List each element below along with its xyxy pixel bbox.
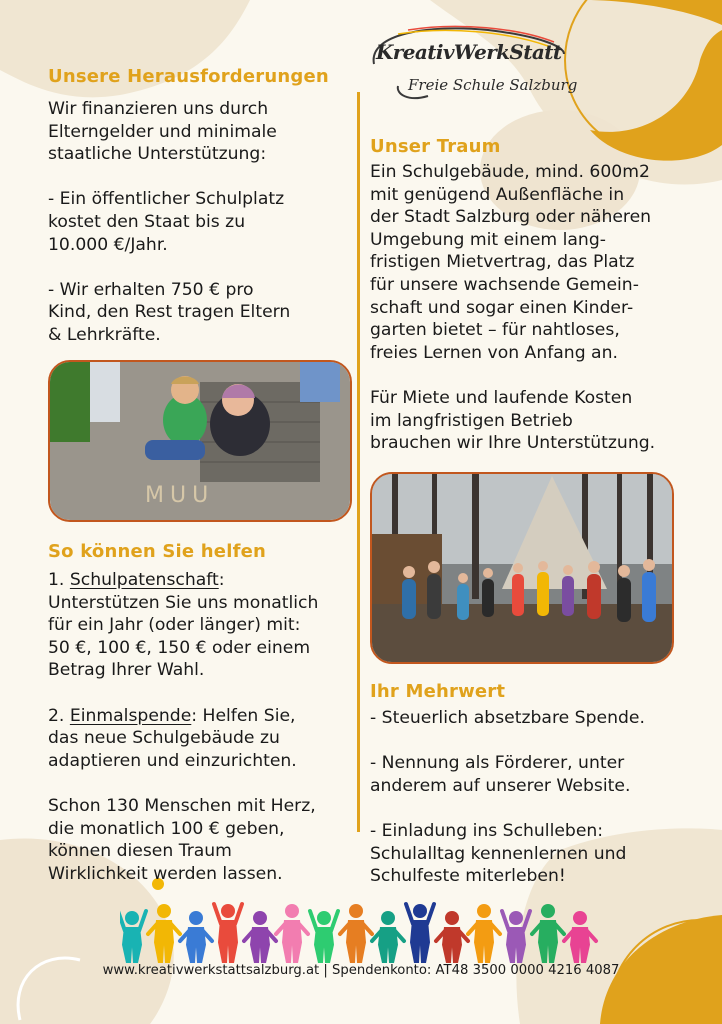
dream-line: der Stadt Salzburg oder näheren xyxy=(370,207,652,228)
logo-swoosh xyxy=(368,24,568,114)
help-item-2-rest: : Helfen Sie, xyxy=(191,705,296,726)
dream-line: schaft und sogar einen Kinder- xyxy=(370,297,634,318)
child-silhouette xyxy=(120,911,146,963)
challenges-line: - Ein öffentlicher Schulplatz xyxy=(48,189,285,210)
heading-help: So können Sie helfen xyxy=(48,541,267,562)
challenges-line: Elterngelder und minimale xyxy=(48,121,277,142)
dream-line: freies Lernen von Anfang an. xyxy=(370,342,618,363)
child-silhouette xyxy=(244,911,276,963)
challenges-line: staatliche Unterstützung: xyxy=(48,144,267,165)
help-line: die monatlich 100 € geben, xyxy=(48,818,285,839)
svg-text:MUU: MUU xyxy=(145,483,215,508)
child-silhouette xyxy=(564,911,596,963)
help-line: können diesen Traum xyxy=(48,841,232,862)
school-logo xyxy=(368,24,578,114)
column-divider xyxy=(357,92,360,832)
help-line: Wirklichkeit werden lassen. xyxy=(48,863,283,884)
help-line: Schon 130 Menschen mit Herz, xyxy=(48,795,316,816)
help-line: Unterstützen Sie uns monatlich xyxy=(48,592,319,613)
dream-line: brauchen wir Ihre Unterstützung. xyxy=(370,433,656,454)
help-item-2-number: 2. xyxy=(48,705,70,726)
challenges-line: 10.000 €/Jahr. xyxy=(48,234,168,255)
challenges-line: Wir finanzieren uns durch xyxy=(48,99,269,119)
help-line: adaptieren und einzurichten. xyxy=(48,750,297,771)
logo-title: KreativWerkStatt xyxy=(376,40,562,64)
dream-line: Ein Schulgebäude, mind. 600m2 xyxy=(370,162,650,182)
child-silhouette xyxy=(148,904,180,963)
photo-children-playing xyxy=(48,360,352,522)
benefit-line: - Einladung ins Schulleben: xyxy=(370,820,604,841)
dream-line: fristigen Mietvertrag, das Platz xyxy=(370,252,635,273)
benefit-line: - Nennung als Förderer, unter xyxy=(370,753,625,774)
child-silhouette xyxy=(214,904,242,963)
benefit-line: - Steuerlich absetzbare Spende. xyxy=(370,708,645,728)
child-silhouette xyxy=(340,904,372,963)
child-silhouette xyxy=(468,904,500,963)
heading-challenges: Unsere Herausforderungen xyxy=(48,66,329,87)
help-line: das neue Schulgebäude zu xyxy=(48,728,280,749)
child-silhouette xyxy=(502,911,530,963)
help-item-1 xyxy=(48,569,353,592)
help-item-1-colon: : xyxy=(218,570,225,590)
help-line: für ein Jahr (oder länger) mit: xyxy=(48,615,301,636)
dream-line: im langfristigen Betrieb xyxy=(370,410,573,431)
dream-line: Für Miete und laufende Kosten xyxy=(370,387,633,408)
challenges-line: kostet den Staat bis zu xyxy=(48,211,246,232)
heading-dream: Unser Traum xyxy=(370,136,501,157)
one-time-donation-term: Einmalspende xyxy=(69,705,192,726)
dream-line: garten bietet – für nahtloses, xyxy=(370,320,620,341)
child-silhouette xyxy=(532,904,564,963)
help-line: 50 €, 100 €, 150 € oder einem xyxy=(48,637,311,658)
benefit-text xyxy=(370,707,690,888)
help-line: Betrag Ihrer Wahl. xyxy=(48,660,205,681)
child-silhouette xyxy=(436,911,468,963)
child-silhouette xyxy=(180,911,212,963)
child-silhouette xyxy=(310,911,338,963)
dream-text xyxy=(370,161,690,455)
benefit-line: anderem auf unserer Website. xyxy=(370,775,631,796)
help-item-2 xyxy=(48,705,353,728)
footer-contact: www.kreativwerkstattsalzburg.at | Spendenkonto: AT48 3500 0000 4216 4087 xyxy=(102,963,620,978)
heading-benefit: Ihr Mehrwert xyxy=(370,681,506,702)
sponsorship-term: Schulpatenschaft xyxy=(69,570,219,590)
challenges-text xyxy=(48,98,348,347)
help-item-1-number: 1. xyxy=(48,570,70,590)
challenges-line: & Lehrkräfte. xyxy=(48,324,161,345)
help-text xyxy=(48,569,353,885)
child-silhouette xyxy=(406,904,434,963)
benefit-line: Schulfeste miterleben! xyxy=(370,866,566,887)
dream-line: Umgebung mit einem lang- xyxy=(370,229,606,250)
challenges-line: - Wir erhalten 750 € pro xyxy=(48,279,254,300)
benefit-line: Schulalltag kennenlernen und xyxy=(370,843,627,864)
dream-line: für unsere wachsende Gemein- xyxy=(370,274,639,295)
children-silhouettes xyxy=(120,885,620,965)
challenges-line: Kind, den Rest tragen Eltern xyxy=(48,302,291,323)
dream-line: mit genügend Außenfläche in xyxy=(370,184,625,205)
logo-subtitle: Freie Schule Salzburg xyxy=(408,76,578,94)
child-silhouette xyxy=(372,911,404,963)
photo-forest-teepee xyxy=(370,472,674,664)
child-silhouette xyxy=(276,904,308,963)
